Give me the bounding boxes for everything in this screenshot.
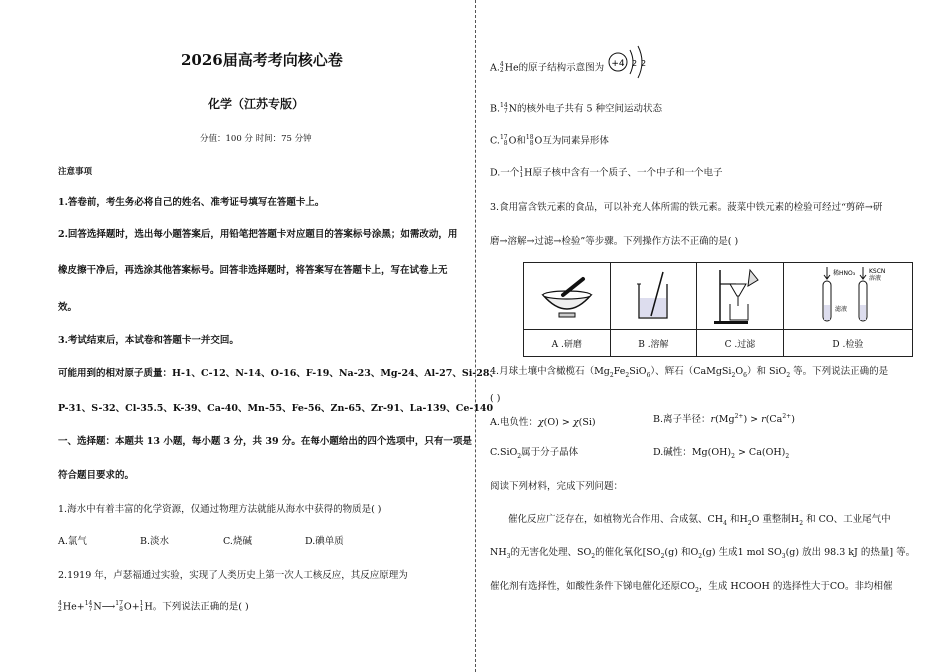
paper-title: 2026届高考考向核心卷 [181, 51, 343, 69]
paper-subtitle: 化学（江苏专版） [208, 97, 305, 111]
q1-option-a: A.氯气 [58, 536, 87, 547]
material-line1-b: 和 [729, 514, 740, 525]
q4-option-b-label: B.离子半径： [653, 414, 711, 425]
material-line2-a: 的无害化处理、 [510, 547, 577, 558]
material-line2-d: 生成 [718, 547, 738, 558]
cell-grinding [524, 263, 611, 330]
reading-instructions: 阅读下列材料，完成下列问题： [490, 481, 624, 492]
reagent-kscn-label: KSCN [868, 268, 886, 275]
filtration-setup-image [710, 266, 770, 326]
label-testing: D .检验 [783, 330, 912, 357]
q2-equation-tail: 。下列说法正确的是( ) [152, 601, 249, 613]
notice-1: 1.答卷前，考生务必将自己的姓名、准考证号填写在答题卡上。 [58, 197, 325, 208]
q2-option-d-head: D.一个 [490, 167, 520, 179]
material-line1-c: 重整制 [762, 514, 791, 525]
notice-2-line3: 效。 [58, 302, 78, 313]
atomic-masses-line2: P-31、S-32、Cl-35.5、K-39、Ca-40、Mn-55、Fe-56、Zn-65、Zr-91、La-139、Ce-140 [58, 403, 494, 414]
q2-option-b-text: 的核外电子共有 5 种空间运动状态 [516, 103, 663, 115]
q2-option-c-mid: 和 [516, 135, 526, 147]
score-time: 分值：100 分 时间：75 分钟 [200, 134, 312, 144]
reagent-hno3-label: 稀HNO₃ [832, 270, 856, 277]
q4-answer-paren: ( ) [490, 393, 501, 404]
question-1: 1.海水中有着丰富的化学资源，仅通过物理方法就能从海水中获得的物质是( ) [58, 504, 382, 515]
material-line3-a: 催化剂有选择性，如酸性条件下锑电催化还原 [490, 581, 681, 592]
material-line1-d: 和 CO、工业尾气中 [806, 514, 891, 525]
q4-option-a-label: A.电负性： [490, 417, 538, 428]
q2-option-d-tail: 原子核中含有一个质子、一个中子和一个电子 [532, 167, 723, 179]
question-3-line1: 3.食用富含铁元素的食品，可以补充人体所需的铁元素。菠菜中铁元素的检验可经过“剪碎→研 [490, 202, 883, 213]
cell-testing [783, 263, 912, 330]
nucleus-charge: +4 [611, 59, 625, 69]
notice-2-line2: 橡皮擦干净后，再选涂其他答案标号。回答非选择题时，将答案写在答题卡上，写在试卷上无 [58, 265, 448, 276]
mortar-pestle-image [537, 271, 597, 321]
q1-option-d: D.碘单质 [305, 536, 344, 547]
material-line3: 催化剂有选择性，如酸性条件下锑电催化还原$CO_2$，生成 HCOOH 的选择性大于CO。非均相催 [490, 581, 893, 594]
material-line1-a: 催化反应广泛存在，如植物光合作用、合成氨、 [508, 514, 708, 525]
q2-option-a-text: 的原子结构示意图为 [518, 62, 605, 74]
material-line1: 催化反应广泛存在，如植物光合作用、合成氨、$CH_4$ 和$H_2O$ 重整制$H_2$ 和 CO、工业尾气中 [508, 514, 891, 527]
apparatus-table [523, 262, 913, 357]
test-tubes-image [803, 265, 893, 327]
shell-1-electrons: 2 [632, 59, 638, 68]
notice-heading: 注意事项 [58, 167, 93, 177]
q4-option-d: D.碱性：$Mg(OH)_2 > Ca(OH)_2$ [653, 447, 790, 460]
q4-option-c-text: 属于分子晶体 [521, 447, 579, 458]
material-line2-b: 的催化氧化[ [595, 547, 647, 558]
right-column [478, 0, 950, 672]
beaker-stirring-image [623, 268, 683, 324]
question-4-line1: 4.月球土壤中含橄榄石$(Mg_2Fe_2SiO_6)$、辉石$(CaMgSi_2O_6)$和 SiO$_2$ 等。下列说法正确的是 [490, 366, 889, 379]
question-3-line2: 磨→溶解→过滤→检验”等步骤。下列操作方法不正确的是( ) [490, 236, 739, 247]
q2-option-c-tail: 互为同素异形体 [542, 135, 609, 147]
notice-3: 3.考试结束后，本试卷和答题卡一并交回。 [58, 335, 239, 346]
q2-equation: 4 2He+14 7N⟶17 8O+1 1H。下列说法正确的是( ) [58, 600, 249, 613]
q2-option-a: A.4 2He的原子结构示意图为 [490, 61, 605, 74]
label-grinding: A .研磨 [524, 330, 611, 357]
cell-dissolving [610, 263, 697, 330]
q4-text-d: 等。下列说法正确的是 [793, 366, 889, 377]
q1-option-c: C.烧碱 [223, 536, 252, 547]
label-dissolving: B .溶解 [610, 330, 697, 357]
shell-2-electrons: 2 [641, 59, 647, 68]
material-line3-b: ，生成 HCOOH 的选择性大于 [698, 581, 830, 592]
q2-option-d: D.一个1 1H原子核中含有一个质子、一个中子和一个电子 [490, 166, 723, 179]
cell-filtering [697, 263, 784, 330]
material-line2: $NH_3$的无害化处理、$SO_2$的催化氧化[$SO_2(g)$ 和$O_2(g)$ 生成1 mol $SO_3(g)$ 放出 98.3 kJ 的热量] 等。 [490, 547, 916, 560]
question-2: 2.1919 年，卢瑟福通过实验，实现了人类历史上第一次人工核反应，其反应原理为 [58, 570, 408, 581]
q4-option-d-label: D.碱性： [653, 447, 692, 458]
notice-2-line1: 2.回答选择题时，选出每小题答案后，用铅笔把答题卡对应题目的答案标号涂黑；如需改动，用 [58, 229, 458, 240]
label-filtering: C .过滤 [697, 330, 784, 357]
material-line2-c: 和 [680, 547, 691, 558]
q1-option-b: B.淡水 [140, 536, 170, 547]
q4-text-a: 4.月球土壤中含橄榄石（ [490, 366, 595, 377]
reagent-kscn-solution-label: 溶液 [868, 275, 881, 282]
section-instructions-line2: 符合题目要求的。 [58, 470, 135, 481]
filtrate-label: 滤液 [834, 306, 847, 313]
q2-option-a-label: A. [490, 62, 500, 74]
q4-option-c: C.SiO$_2$属于分子晶体 [490, 447, 579, 460]
material-line2-e: 放出 98.3 kJ 的热量] 等。 [802, 547, 916, 558]
section-instructions-line1: 一、选择题：本题共 13 小题，每小题 3 分，共 39 分。在每小题给出的四个选项中，只有一项是 [58, 436, 472, 447]
atomic-masses-line1: 可能用到的相对原子质量：H-1、C-12、N-14、O-16、F-19、Na-23、Mg-24、Al-27、Si-28、 [58, 368, 499, 379]
q4-option-b: B.离子半径：$r(Mg^{2+}) > r(Ca^{2+})$ [653, 412, 795, 425]
column-divider [475, 0, 476, 672]
q4-text-b: ）、辉石（ [650, 366, 694, 377]
atomic-structure-diagram [606, 42, 650, 82]
q2-option-b: B.14 7N的核外电子共有 5 种空间运动状态 [490, 102, 663, 115]
q2-option-c: C.17 8O和18 8O互为同素异形体 [490, 134, 609, 147]
q4-text-c: ）和 [746, 366, 766, 377]
material-line3-c: 。非均相催 [844, 581, 893, 592]
q4-option-a: A.电负性：χ(O) > χ(Si) [490, 417, 596, 428]
